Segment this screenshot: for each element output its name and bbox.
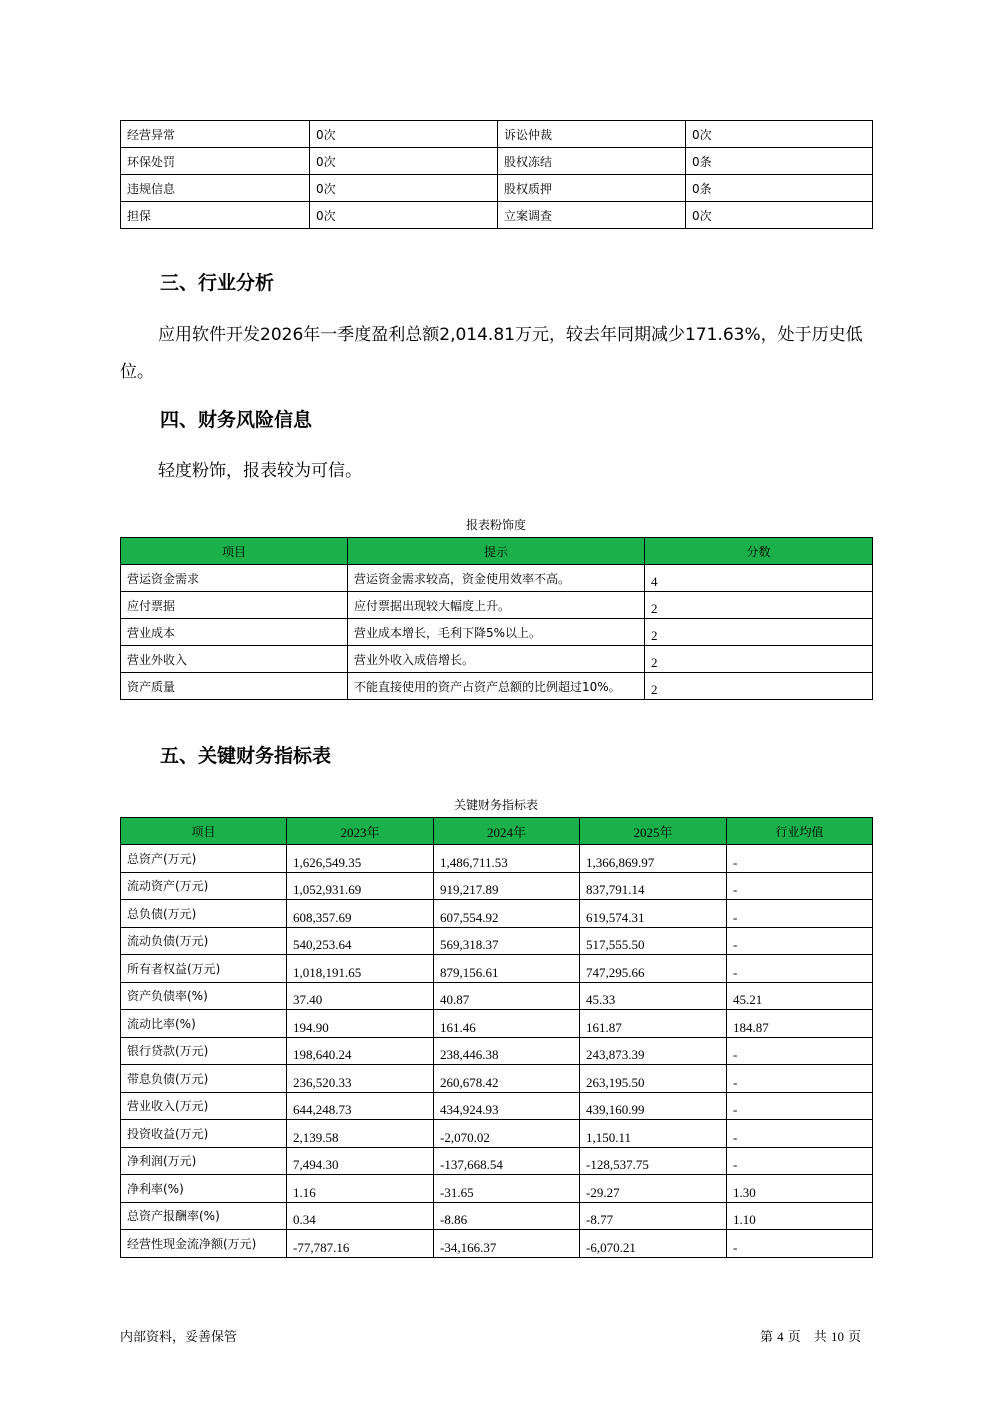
embellish-score: 2 <box>645 619 873 646</box>
indicator-value: 619,574.31 <box>580 900 727 928</box>
indicator-value: 837,791.14 <box>580 872 727 900</box>
risk-item-value: 0次 <box>310 175 498 202</box>
indicator-value: 194.90 <box>287 1010 434 1038</box>
risk-item-value: 0次 <box>686 202 873 229</box>
page-mid: 页 共 <box>787 1330 827 1345</box>
indicator-value: - <box>727 872 873 900</box>
indicator-value: 243,873.39 <box>580 1037 727 1065</box>
embellish-score: 4 <box>645 565 873 592</box>
indicator-header-cell: 2023年 <box>287 818 434 845</box>
indicator-value: 608,357.69 <box>287 900 434 928</box>
page-prefix: 第 <box>760 1330 774 1345</box>
indicator-row <box>121 845 873 873</box>
indicator-row <box>121 900 873 928</box>
section-3-title: 三、行业分析 <box>160 272 275 294</box>
indicator-table-caption: 关键财务指标表 <box>453 798 538 812</box>
indicator-value: 236,520.33 <box>287 1065 434 1093</box>
indicator-name: 净利润(万元) <box>121 1147 287 1175</box>
indicator-row <box>121 872 873 900</box>
indicator-value: 45.21 <box>727 982 873 1010</box>
indicator-value: 1,018,191.65 <box>287 955 434 983</box>
risk-row <box>121 175 873 202</box>
indicator-row <box>121 1010 873 1038</box>
indicator-value: 1.16 <box>287 1175 434 1203</box>
indicator-value: 434,924.93 <box>434 1092 580 1120</box>
indicator-value: 238,446.38 <box>434 1037 580 1065</box>
embellish-header-cell: 项目 <box>121 538 348 565</box>
indicator-value: -8.86 <box>434 1202 580 1230</box>
indicator-value: -31.65 <box>434 1175 580 1203</box>
indicator-value: 747,295.66 <box>580 955 727 983</box>
risk-item-label: 环保处罚 <box>121 148 310 175</box>
indicator-row <box>121 1120 873 1148</box>
indicator-value: 607,554.92 <box>434 900 580 928</box>
risk-item-label: 诉讼仲裁 <box>498 121 686 148</box>
indicator-row <box>121 1065 873 1093</box>
section-4-text: 轻度粉饰，报表较为可信。 <box>158 461 362 481</box>
indicator-value: 198,640.24 <box>287 1037 434 1065</box>
embellish-item: 资产质量 <box>121 673 348 700</box>
section-3-text-line2: 位。 <box>120 362 154 382</box>
indicator-value: -29.27 <box>580 1175 727 1203</box>
indicator-header-cell: 项目 <box>121 818 287 845</box>
indicator-name: 银行贷款(万元) <box>121 1037 287 1065</box>
embellish-header-row <box>121 538 873 565</box>
embellish-hint: 不能直接使用的资产占资产总额的比例超过10%。 <box>348 673 645 700</box>
risk-item-label: 担保 <box>121 202 310 229</box>
indicator-row <box>121 1147 873 1175</box>
indicator-value: -8.77 <box>580 1202 727 1230</box>
indicator-value: 1.30 <box>727 1175 873 1203</box>
embellish-item: 营运资金需求 <box>121 565 348 592</box>
indicator-name: 所有者权益(万元) <box>121 955 287 983</box>
indicator-value: -6,070.21 <box>580 1230 727 1258</box>
indicator-value: 45.33 <box>580 982 727 1010</box>
indicator-value: 2,139.58 <box>287 1120 434 1148</box>
indicator-row <box>121 927 873 955</box>
indicator-name: 总资产(万元) <box>121 845 287 873</box>
embellish-row <box>121 619 873 646</box>
indicator-value: 1.10 <box>727 1202 873 1230</box>
risk-item-value: 0次 <box>310 202 498 229</box>
indicator-name: 营业收入(万元) <box>121 1092 287 1120</box>
indicator-value: 1,486,711.53 <box>434 845 580 873</box>
embellish-header-cell: 分数 <box>645 538 873 565</box>
indicator-name: 总资产报酬率(%) <box>121 1202 287 1230</box>
indicator-value: -2,070.02 <box>434 1120 580 1148</box>
indicator-value: - <box>727 1065 873 1093</box>
risk-item-value: 0次 <box>310 148 498 175</box>
embellish-hint: 应付票据出现较大幅度上升。 <box>348 592 645 619</box>
risk-item-label: 股权冻结 <box>498 148 686 175</box>
indicator-value: - <box>727 1037 873 1065</box>
indicator-value: 919,217.89 <box>434 872 580 900</box>
indicator-header-cell: 行业均值 <box>727 818 873 845</box>
risk-row <box>121 202 873 229</box>
total-pages: 10 <box>830 1329 844 1344</box>
embellish-score: 2 <box>645 592 873 619</box>
indicator-row <box>121 1202 873 1230</box>
embellish-hint: 营业成本增长，毛利下降5%以上。 <box>348 619 645 646</box>
indicator-value: -137,668.54 <box>434 1147 580 1175</box>
indicator-value: 260,678.42 <box>434 1065 580 1093</box>
embellish-score: 2 <box>645 673 873 700</box>
indicator-value: 439,160.99 <box>580 1092 727 1120</box>
indicator-value: - <box>727 955 873 983</box>
indicator-row <box>121 1037 873 1065</box>
indicator-name: 带息负债(万元) <box>121 1065 287 1093</box>
embellish-row <box>121 565 873 592</box>
indicator-name: 流动比率(%) <box>121 1010 287 1038</box>
indicator-value: - <box>727 927 873 955</box>
indicator-name: 流动资产(万元) <box>121 872 287 900</box>
indicator-row <box>121 1230 873 1258</box>
risk-summary-table <box>120 120 873 229</box>
indicator-value: -77,787.16 <box>287 1230 434 1258</box>
indicator-value: 644,248.73 <box>287 1092 434 1120</box>
indicator-header-row <box>121 818 873 845</box>
indicator-value: 879,156.61 <box>434 955 580 983</box>
indicator-value: 7,494.30 <box>287 1147 434 1175</box>
indicator-row <box>121 982 873 1010</box>
indicator-value: 263,195.50 <box>580 1065 727 1093</box>
section-4-title: 四、财务风险信息 <box>160 409 313 431</box>
indicator-value: 569,318.37 <box>434 927 580 955</box>
embellish-table-caption: 报表粉饰度 <box>465 518 526 532</box>
indicator-name: 经营性现金流净额(万元) <box>121 1230 287 1258</box>
indicator-table <box>120 817 873 1258</box>
embellish-header-cell: 提示 <box>348 538 645 565</box>
embellish-row <box>121 646 873 673</box>
indicator-name: 净利率(%) <box>121 1175 287 1203</box>
risk-item-value: 0条 <box>686 148 873 175</box>
risk-row <box>121 121 873 148</box>
embellish-row <box>121 673 873 700</box>
risk-item-value: 0次 <box>310 121 498 148</box>
indicator-value: 540,253.64 <box>287 927 434 955</box>
risk-item-label: 违规信息 <box>121 175 310 202</box>
indicator-value: 0.34 <box>287 1202 434 1230</box>
risk-item-value: 0条 <box>686 175 873 202</box>
indicator-value: -34,166.37 <box>434 1230 580 1258</box>
risk-row <box>121 148 873 175</box>
current-page: 4 <box>777 1329 784 1344</box>
risk-item-label: 经营异常 <box>121 121 310 148</box>
embellish-item: 应付票据 <box>121 592 348 619</box>
indicator-value: - <box>727 845 873 873</box>
indicator-value: - <box>727 1147 873 1175</box>
embellish-row <box>121 592 873 619</box>
indicator-value: 1,052,931.69 <box>287 872 434 900</box>
risk-item-label: 立案调查 <box>498 202 686 229</box>
indicator-name: 资产负债率(%) <box>121 982 287 1010</box>
indicator-value: 161.46 <box>434 1010 580 1038</box>
embellish-score: 2 <box>645 646 873 673</box>
indicator-value: - <box>727 1092 873 1120</box>
indicator-row <box>121 955 873 983</box>
indicator-value: 184.87 <box>727 1010 873 1038</box>
indicator-name: 投资收益(万元) <box>121 1120 287 1148</box>
indicator-value: - <box>727 900 873 928</box>
indicator-row <box>121 1092 873 1120</box>
indicator-value: - <box>727 1120 873 1148</box>
embellish-hint: 营业外收入成倍增长。 <box>348 646 645 673</box>
indicator-value: - <box>727 1230 873 1258</box>
indicator-value: 1,366,869.97 <box>580 845 727 873</box>
indicator-name: 总负债(万元) <box>121 900 287 928</box>
indicator-value: -128,537.75 <box>580 1147 727 1175</box>
page-number <box>760 1326 861 1345</box>
indicator-row <box>121 1175 873 1203</box>
indicator-value: 517,555.50 <box>580 927 727 955</box>
indicator-value: 1,626,549.35 <box>287 845 434 873</box>
section-3-text-line1: 应用软件开发2026年一季度盈利总额2,014.81万元，较去年同期减少171.63%，处于历史低 <box>158 325 863 345</box>
indicator-header-cell: 2024年 <box>434 818 580 845</box>
indicator-value: 161.87 <box>580 1010 727 1038</box>
indicator-value: 1,150.11 <box>580 1120 727 1148</box>
risk-item-label: 股权质押 <box>498 175 686 202</box>
page-suffix: 页 <box>848 1330 862 1345</box>
embellish-table <box>120 537 873 700</box>
embellish-hint: 营运资金需求较高，资金使用效率不高。 <box>348 565 645 592</box>
indicator-value: 40.87 <box>434 982 580 1010</box>
indicator-value: 37.40 <box>287 982 434 1010</box>
footer-note: 内部资料，妥善保管 <box>120 1330 238 1345</box>
embellish-item: 营业外收入 <box>121 646 348 673</box>
embellish-item: 营业成本 <box>121 619 348 646</box>
indicator-header-cell: 2025年 <box>580 818 727 845</box>
section-5-title: 五、关键财务指标表 <box>160 745 332 767</box>
risk-item-value: 0次 <box>686 121 873 148</box>
indicator-name: 流动负债(万元) <box>121 927 287 955</box>
